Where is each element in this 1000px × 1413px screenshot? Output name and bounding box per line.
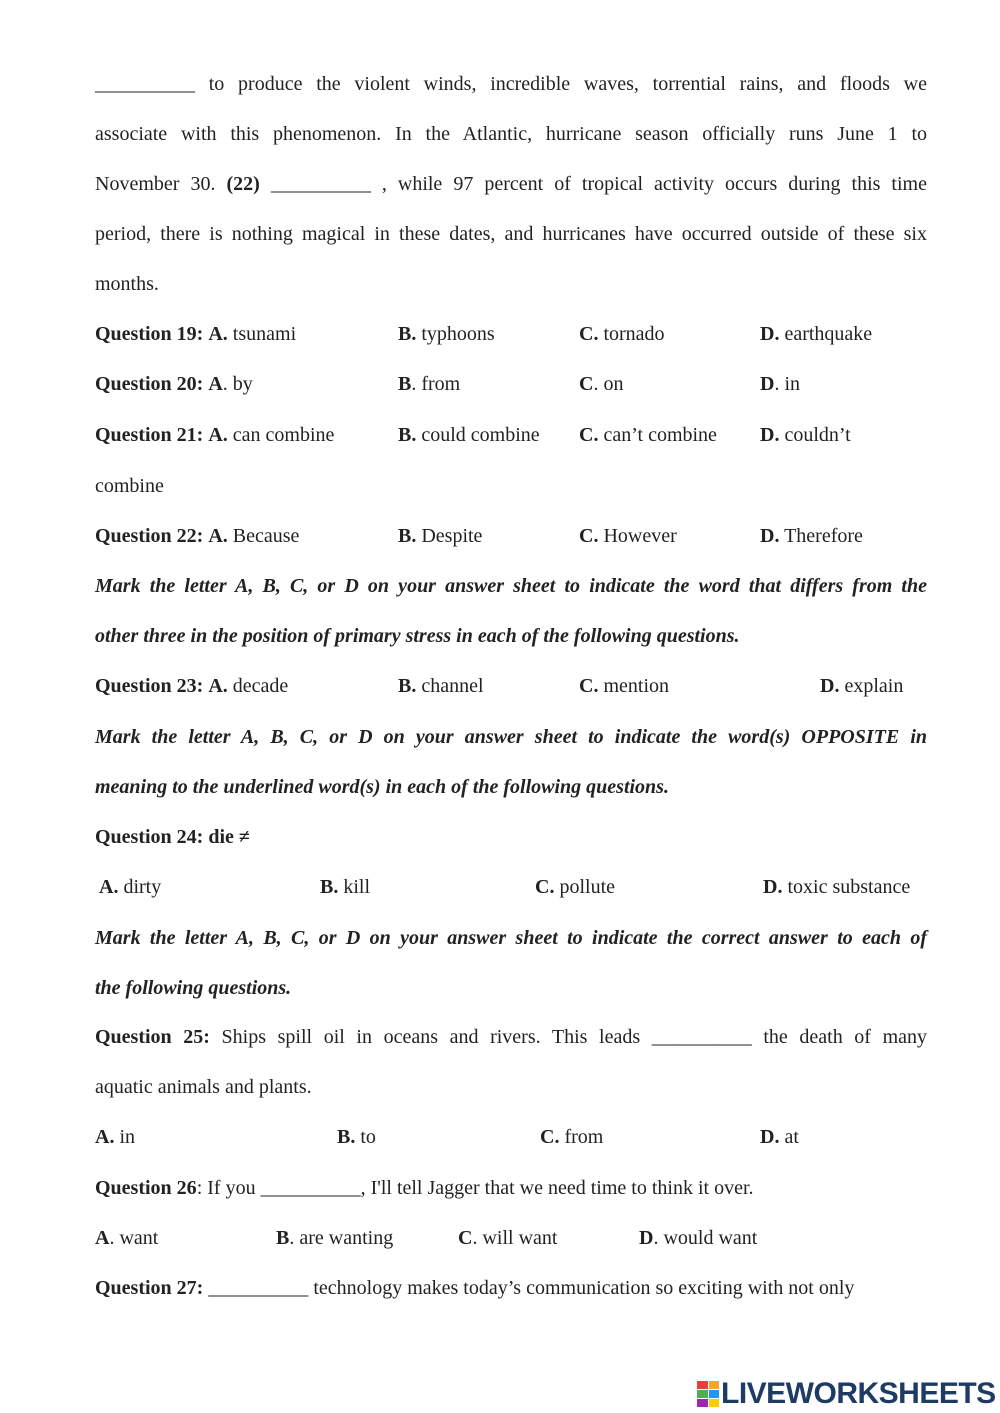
option-letter: D. (760, 323, 780, 345)
q22-option-d[interactable] (760, 524, 863, 548)
option-letter: C. (535, 876, 555, 898)
option-text: . will want (472, 1227, 558, 1249)
option-a[interactable] (208, 424, 334, 446)
option-letter: C. (579, 675, 599, 697)
option-letter: B. (398, 525, 417, 547)
q25-option-a[interactable] (95, 1125, 135, 1149)
option-letter: D. (763, 876, 783, 898)
option-text: toxic substance (782, 876, 911, 898)
option-text: . on (593, 373, 624, 395)
option-text: in (114, 1126, 136, 1148)
option-text: decade (227, 675, 289, 697)
passage-line-5: months. (95, 273, 159, 295)
option-text: typhoons (416, 323, 495, 345)
option-text: tsunami (227, 323, 297, 345)
option-text: can combine (227, 424, 335, 446)
option-text: . would want (653, 1227, 758, 1249)
option-text: Therefore (779, 525, 863, 547)
option-letter: A. (208, 424, 228, 446)
option-letter: B (398, 373, 412, 395)
q19-option-b[interactable] (398, 322, 495, 346)
option-letter: C. (579, 424, 599, 446)
option-text: . are wanting (289, 1227, 394, 1249)
option-text: earthquake (779, 323, 873, 345)
option-text: dirty (118, 876, 162, 898)
q24-option-a[interactable] (99, 875, 161, 899)
question-26 (95, 1176, 754, 1200)
option-letter: C (458, 1227, 473, 1249)
option-letter: D. (760, 424, 780, 446)
liveworksheets-logo-icon (697, 1381, 719, 1407)
option-text: . by (222, 373, 253, 395)
option-text: However (598, 525, 677, 547)
instruction-opposite-line-1: Mark the letter A, B, C, or D on your answer sheet to indicate the word(s) OPPOSITE in (95, 726, 927, 748)
liveworksheets-logo[interactable] (697, 1377, 996, 1411)
option-text: Because (227, 525, 300, 547)
q22-option-c[interactable] (579, 524, 677, 548)
option-text: channel (416, 675, 484, 697)
option-letter: B. (398, 675, 417, 697)
option-letter: C. (579, 323, 599, 345)
q24-option-b[interactable] (320, 875, 370, 899)
option-letter: B (276, 1227, 290, 1249)
option-a[interactable] (208, 323, 296, 345)
q21-option-d[interactable] (760, 423, 851, 447)
option-text: . in (774, 373, 801, 395)
option-letter: B. (398, 323, 417, 345)
question-label: Question 26 (95, 1177, 197, 1199)
passage-line-3-post: __________ , while 97 percent of tropical activity occurs during this time (259, 173, 927, 195)
question-label: Question 19: (95, 323, 204, 345)
option-letter: D (639, 1227, 654, 1249)
q26-option-b[interactable] (276, 1226, 393, 1250)
option-letter: A. (95, 1126, 115, 1148)
passage-line-4: period, there is nothing magical in these dates, and hurricanes have occurred outside of these six (95, 223, 927, 245)
option-a[interactable] (208, 373, 252, 395)
passage-line-2: associate with this phenomenon. In the Atlantic, hurricane season officially runs June 1 to (95, 123, 927, 145)
option-letter: A. (208, 323, 228, 345)
passage-line-3 (95, 172, 927, 196)
question-text: : If you __________, I'll tell Jagger that we need time to think it over. (196, 1177, 754, 1199)
option-text: pollute (554, 876, 615, 898)
option-letter: A (95, 1227, 110, 1249)
option-letter: A. (208, 525, 228, 547)
option-letter: A. (99, 876, 119, 898)
option-letter: B. (398, 424, 417, 446)
instruction-stress-line-2: other three in the position of primary stress in each of the following questions. (95, 625, 740, 647)
option-a[interactable] (208, 525, 299, 547)
question-label: Question 22: (95, 525, 204, 547)
question-label: Question 20: (95, 373, 204, 395)
liveworksheets-brand: LIVEWORKSHEETS (721, 1377, 996, 1410)
option-letter: D. (820, 675, 840, 697)
option-letter: A. (208, 675, 228, 697)
q20-option-c[interactable] (579, 372, 623, 396)
q23-option-b[interactable] (398, 674, 484, 698)
q25-option-b[interactable] (337, 1125, 376, 1149)
option-text: could combine (416, 424, 540, 446)
option-text: to (355, 1126, 376, 1148)
question-label: Question 25: (95, 1026, 210, 1048)
instruction-correct-line-1: Mark the letter A, B, C, or D on your answer sheet to indicate the correct answer to each of (95, 927, 927, 949)
q20-option-d[interactable] (760, 372, 800, 396)
option-letter: B. (320, 876, 339, 898)
q25-option-c[interactable] (540, 1125, 603, 1149)
question-24-label: Question 24: die ≠ (95, 826, 250, 848)
instruction-stress-line-1: Mark the letter A, B, C, or D on your answer sheet to indicate the word that differs from the (95, 575, 927, 597)
q21-option-b[interactable] (398, 423, 540, 447)
option-text: kill (338, 876, 371, 898)
option-text: from (559, 1126, 604, 1148)
option-letter: D. (760, 525, 780, 547)
blank-number-22: (22) (226, 173, 260, 195)
question-25-line-2: aquatic animals and plants. (95, 1076, 312, 1098)
option-text: explain (839, 675, 904, 697)
option-a[interactable] (208, 675, 288, 697)
q26-option-a[interactable] (95, 1226, 158, 1250)
option-text: couldn’t (779, 424, 851, 446)
q24-option-d[interactable] (763, 875, 910, 899)
passage-line-3-pre: November 30. (95, 173, 227, 195)
option-text: can’t combine (598, 424, 717, 446)
q23-option-c[interactable] (579, 674, 669, 698)
option-letter: B. (337, 1126, 356, 1148)
question-text: Ships spill oil in oceans and rivers. This leads __________ the death of many (209, 1026, 927, 1048)
option-letter: D. (760, 1126, 780, 1148)
option-letter: C. (540, 1126, 560, 1148)
question-label: Question 21: (95, 424, 204, 446)
q25-option-d[interactable] (760, 1125, 799, 1149)
question-27 (95, 1276, 854, 1300)
q24-option-c[interactable] (535, 875, 615, 899)
question-19 (95, 322, 296, 346)
option-text: at (779, 1126, 799, 1148)
question-label: Question 27: (95, 1277, 204, 1299)
option-text: Despite (416, 525, 483, 547)
question-22 (95, 524, 299, 548)
question-20 (95, 372, 253, 396)
option-text: . want (109, 1227, 159, 1249)
option-letter: A (208, 373, 223, 395)
option-letter: D (760, 373, 775, 395)
question-label: Question 23: (95, 675, 204, 697)
option-letter: C (579, 373, 594, 395)
question-text: __________ technology makes today’s communication so exciting with not only (203, 1277, 855, 1299)
option-text: . from (411, 373, 461, 395)
instruction-correct-line-2: the following questions. (95, 977, 292, 999)
q19-option-c[interactable] (579, 322, 665, 346)
instruction-opposite-line-2: meaning to the underlined word(s) in each of the following questions. (95, 776, 669, 798)
q21-option-c[interactable] (579, 423, 717, 447)
q20-option-b[interactable] (398, 372, 460, 396)
passage-line-1: __________ to produce the violent winds, incredible waves, torrential rains, and floods we (95, 73, 927, 95)
question-25-line-1 (95, 1025, 927, 1049)
option-text: mention (598, 675, 669, 697)
q26-option-c[interactable] (458, 1226, 557, 1250)
q26-option-d[interactable] (639, 1226, 757, 1250)
q21-option-d-continued[interactable]: combine (95, 475, 164, 497)
option-text: tornado (598, 323, 665, 345)
q23-option-d[interactable] (820, 674, 903, 698)
question-21 (95, 423, 334, 447)
option-letter: C. (579, 525, 599, 547)
q19-option-d[interactable] (760, 322, 872, 346)
question-23 (95, 674, 288, 698)
q22-option-b[interactable] (398, 524, 482, 548)
